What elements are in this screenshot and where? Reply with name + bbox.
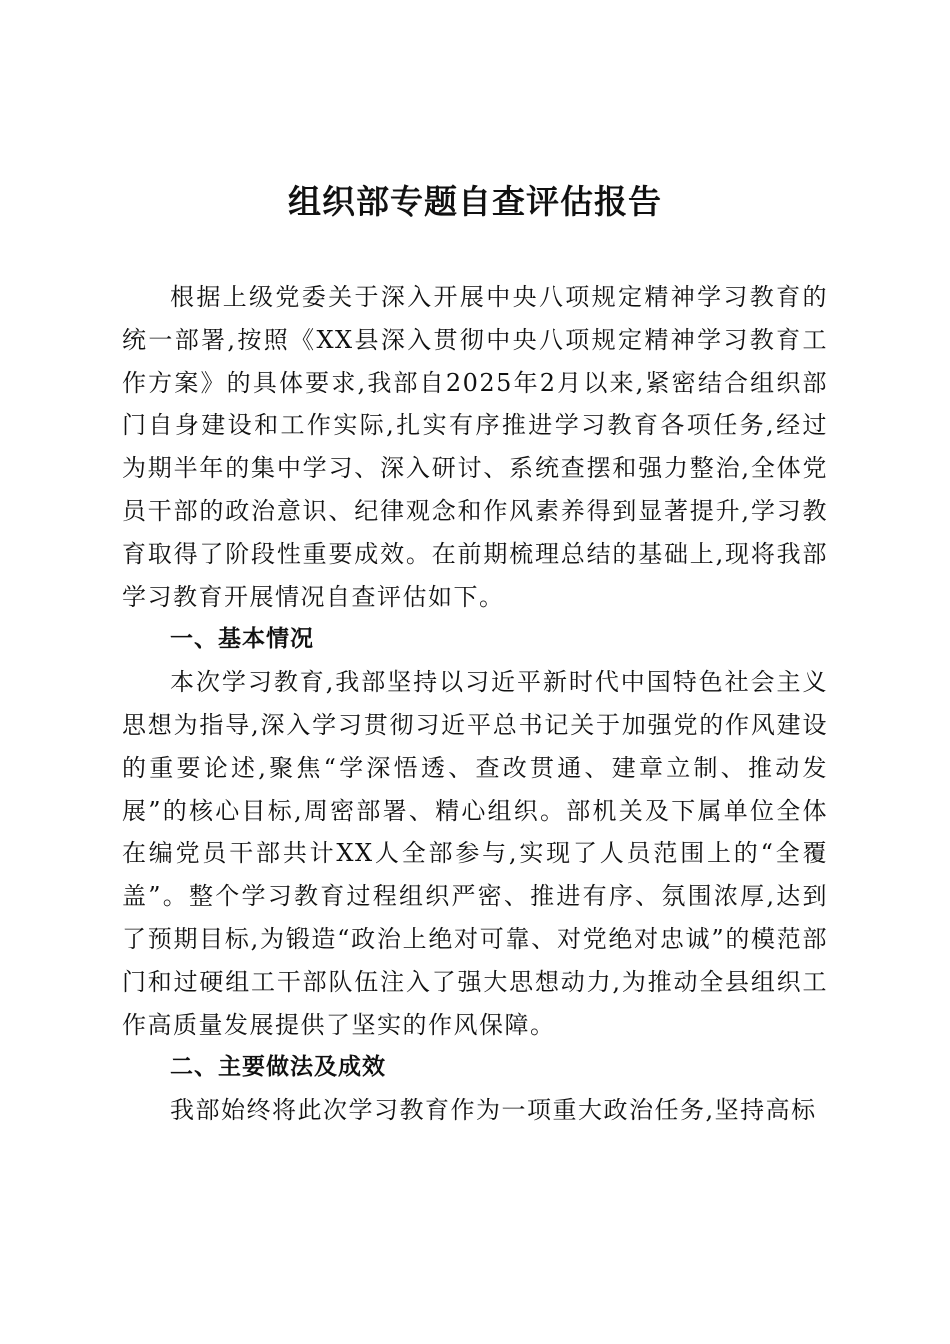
paragraph-basic-situation: 本次学习教育,我部坚持以习近平新时代中国特色社会主义思想为指导,深入学习贯彻习近平总书记关于加强党的作风建设的重要论述,聚焦“学深悟透、查改贯通、建章立制、推动发展”的核心目标,周密部署、精心组织。部机关及下属单位全体在编党员干部共计XX人全部参与,实现了人员范围上的“全覆盖”。整个学习教育过程组织严密、推进有序、氛围浓厚,达到了预期目标,为锻造“政治上绝对可靠、对党绝对忠诚”的模范部门和过硬组工干部队伍注入了强大思想动力,为推动全县组织工作高质量发展提供了坚实的作风保障。 xyxy=(122,668,828,1039)
section-heading-basic-situation: 一、基本情况 xyxy=(170,626,314,653)
document-title: 组织部专题自查评估报告 xyxy=(288,182,662,221)
section-heading-main-practices: 二、主要做法及成效 xyxy=(170,1054,386,1081)
paragraph-main-practices: 我部始终将此次学习教育作为一项重大政治任务,坚持高标 xyxy=(170,1096,817,1125)
document-body xyxy=(122,276,828,1132)
paragraph-intro: 根据上级党委关于深入开展中央八项规定精神学习教育的统一部署,按照《XX县深入贯彻中央八项规定精神学习教育工作方案》的具体要求,我部自2025年2月以来,紧密结合组织部门自身建设和工作实际,扎实有序推进学习教育各项任务,经过为期半年的集中学习、深入研讨、系统查摆和强力整治,全体党员干部的政治意识、纪律观念和作风素养得到显著提升,学习教育取得了阶段性重要成效。在前期梳理总结的基础上,现将我部学习教育开展情况自查评估如下。 xyxy=(122,283,828,611)
